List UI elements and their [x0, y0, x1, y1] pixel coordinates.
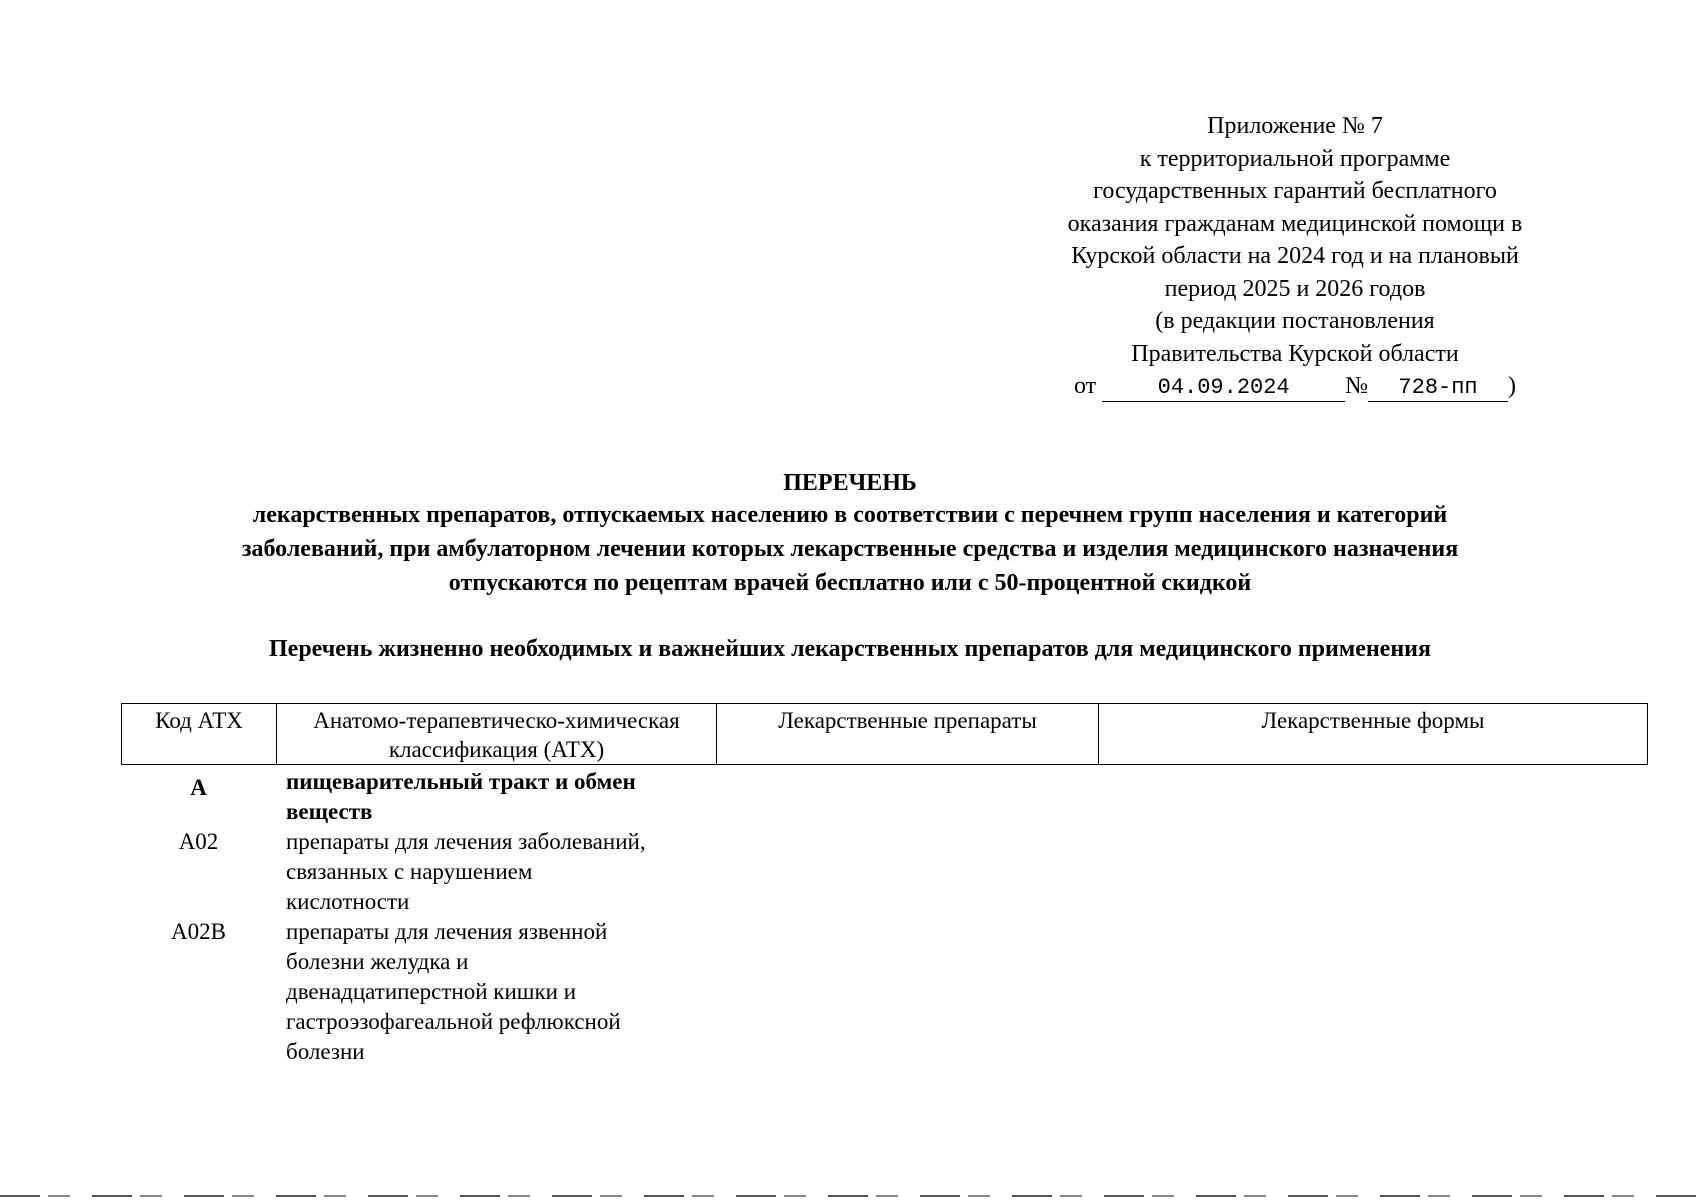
atc-description	[276, 917, 721, 1067]
document-description	[110, 498, 1590, 600]
resolution-date-line	[990, 370, 1600, 403]
description-line: отпускаются по рецептам врачей бесплатно или с 50-процентной скидкой	[448, 570, 1252, 596]
table-header	[121, 703, 1648, 765]
atc-code: A	[190, 775, 207, 800]
atc-description-line: препараты для лечения заболеваний,	[286, 829, 646, 854]
appendix-line: Приложение № 7	[1207, 113, 1383, 139]
atc-description	[276, 827, 721, 917]
atc-description-line: препараты для лечения язвенной	[286, 919, 608, 944]
from-label: от	[1073, 373, 1097, 399]
table-body	[121, 767, 721, 1067]
resolution-date: 04.09.2024	[1102, 375, 1345, 402]
description-line: заболеваний, при амбулаторном лечении которых лекарственные средства и изделия медицинского назначения	[241, 536, 1459, 562]
appendix-line: к территориальной программе	[1139, 145, 1451, 172]
header-atc-code: Код АТХ	[122, 704, 277, 765]
atc-description-line: веществ	[286, 799, 373, 824]
atc-description-line: болезни желудка и	[286, 949, 469, 974]
resolution-number: 728-пп	[1368, 375, 1508, 402]
atc-code: A02	[178, 829, 219, 854]
appendix-line: (в редакции постановления	[1155, 308, 1435, 334]
header-drugs: Лекарственные препараты	[717, 704, 1099, 765]
atc-description-line: пищеварительный тракт и обмен	[286, 769, 636, 794]
atc-description	[276, 767, 721, 827]
header-dosage-forms: Лекарственные формы	[1099, 704, 1648, 765]
atc-description-line: гастроэзофагеальной рефлюксной	[286, 1009, 621, 1034]
table-row	[121, 917, 721, 1067]
atc-description-line: связанных с нарушением	[286, 859, 533, 884]
atc-code: A02B	[171, 919, 226, 944]
list-title: Перечень жизненно необходимых и важнейших лекарственных препаратов для медицинского применения	[269, 636, 1431, 662]
appendix-line: Курской области на 2024 год и на плановый	[1071, 243, 1519, 269]
number-label: №	[1345, 373, 1369, 399]
description-line: лекарственных препаратов, отпускаемых населению в соответствии с перечнем групп населения и категорий	[252, 502, 1448, 528]
scan-edge-divider	[0, 1195, 1701, 1197]
document-title: ПЕРЕЧЕНЬ	[783, 470, 917, 496]
table-row	[121, 827, 721, 917]
appendix-line: период 2025 и 2026 годов	[1164, 275, 1426, 302]
appendix-line: государственных гарантий бесплатного	[1093, 178, 1497, 204]
header-atc-classification: Анатомо-терапевтическо-химическая классификация (АТХ)	[277, 704, 717, 765]
appendix-line: оказания гражданам медицинской помощи в	[1067, 210, 1523, 237]
closing-paren: )	[1508, 373, 1517, 399]
table-row	[121, 767, 721, 827]
atc-description-line: кислотности	[286, 889, 410, 914]
atc-description-line: двенадцатиперстной кишки и	[286, 979, 577, 1004]
appendix-block	[990, 110, 1600, 403]
appendix-line: Правительства Курской области	[1131, 340, 1459, 367]
atc-description-line: болезни	[286, 1039, 365, 1064]
